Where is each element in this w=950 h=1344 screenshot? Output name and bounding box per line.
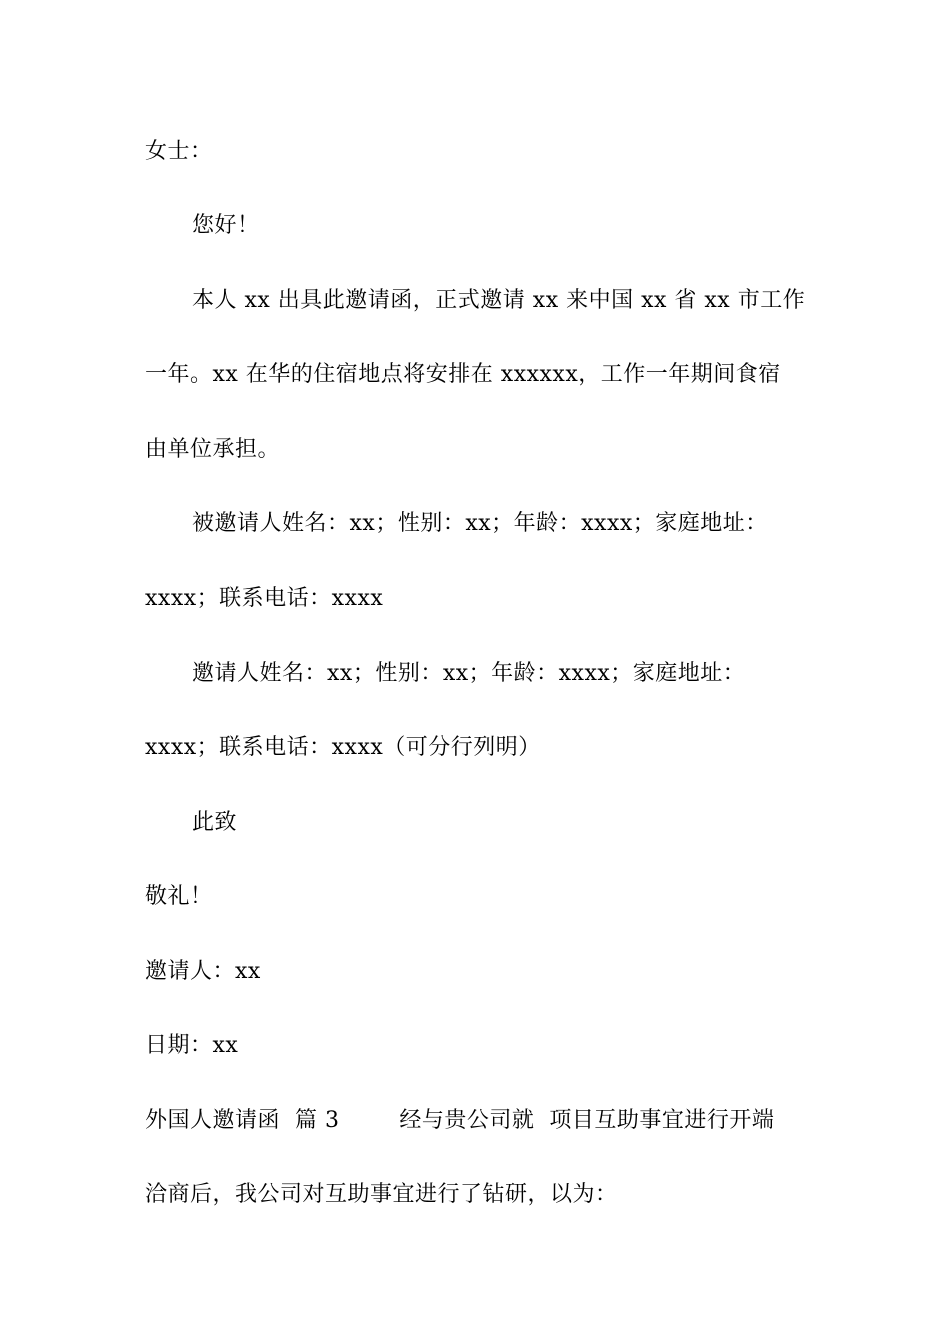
body-paragraph-line-2: 一年。xx 在华的住宿地点将安排在 xxxxxx，工作一年期间食宿 xyxy=(145,362,781,387)
section-body-line: 洽商后，我公司对互助事宜进行了钻研，以为： xyxy=(145,1182,618,1207)
section-heading-line: 外国人邀请函 篇 3 经与贵公司就 项目互助事宜进行开端 xyxy=(145,1108,775,1133)
body-paragraph-line-1: 本人 xx 出具此邀请函，正式邀请 xx 来中国 xx 省 xx 市工作 xyxy=(192,288,806,313)
inviter-info-line-1: 邀请人姓名：xx；性别：xx；年龄：xxxx；家庭地址： xyxy=(192,661,746,686)
closing-line-1: 此致 xyxy=(192,810,238,835)
salutation: 女士： xyxy=(145,139,213,164)
closing-line-2: 敬礼！ xyxy=(145,884,213,909)
body-paragraph-line-3: 由单位承担。 xyxy=(145,437,281,462)
inviter-info-line-2: xxxx；联系电话：xxxx（可分行列明） xyxy=(145,735,541,760)
invitee-info-line-1: 被邀请人姓名：xx；性别：xx；年龄：xxxx；家庭地址： xyxy=(192,511,768,536)
greeting: 您好！ xyxy=(192,213,260,238)
invitee-info-line-2: xxxx；联系电话：xxxx xyxy=(145,586,384,611)
letter-date: 日期：xx xyxy=(145,1033,239,1058)
inviter-signature: 邀请人：xx xyxy=(145,959,261,984)
